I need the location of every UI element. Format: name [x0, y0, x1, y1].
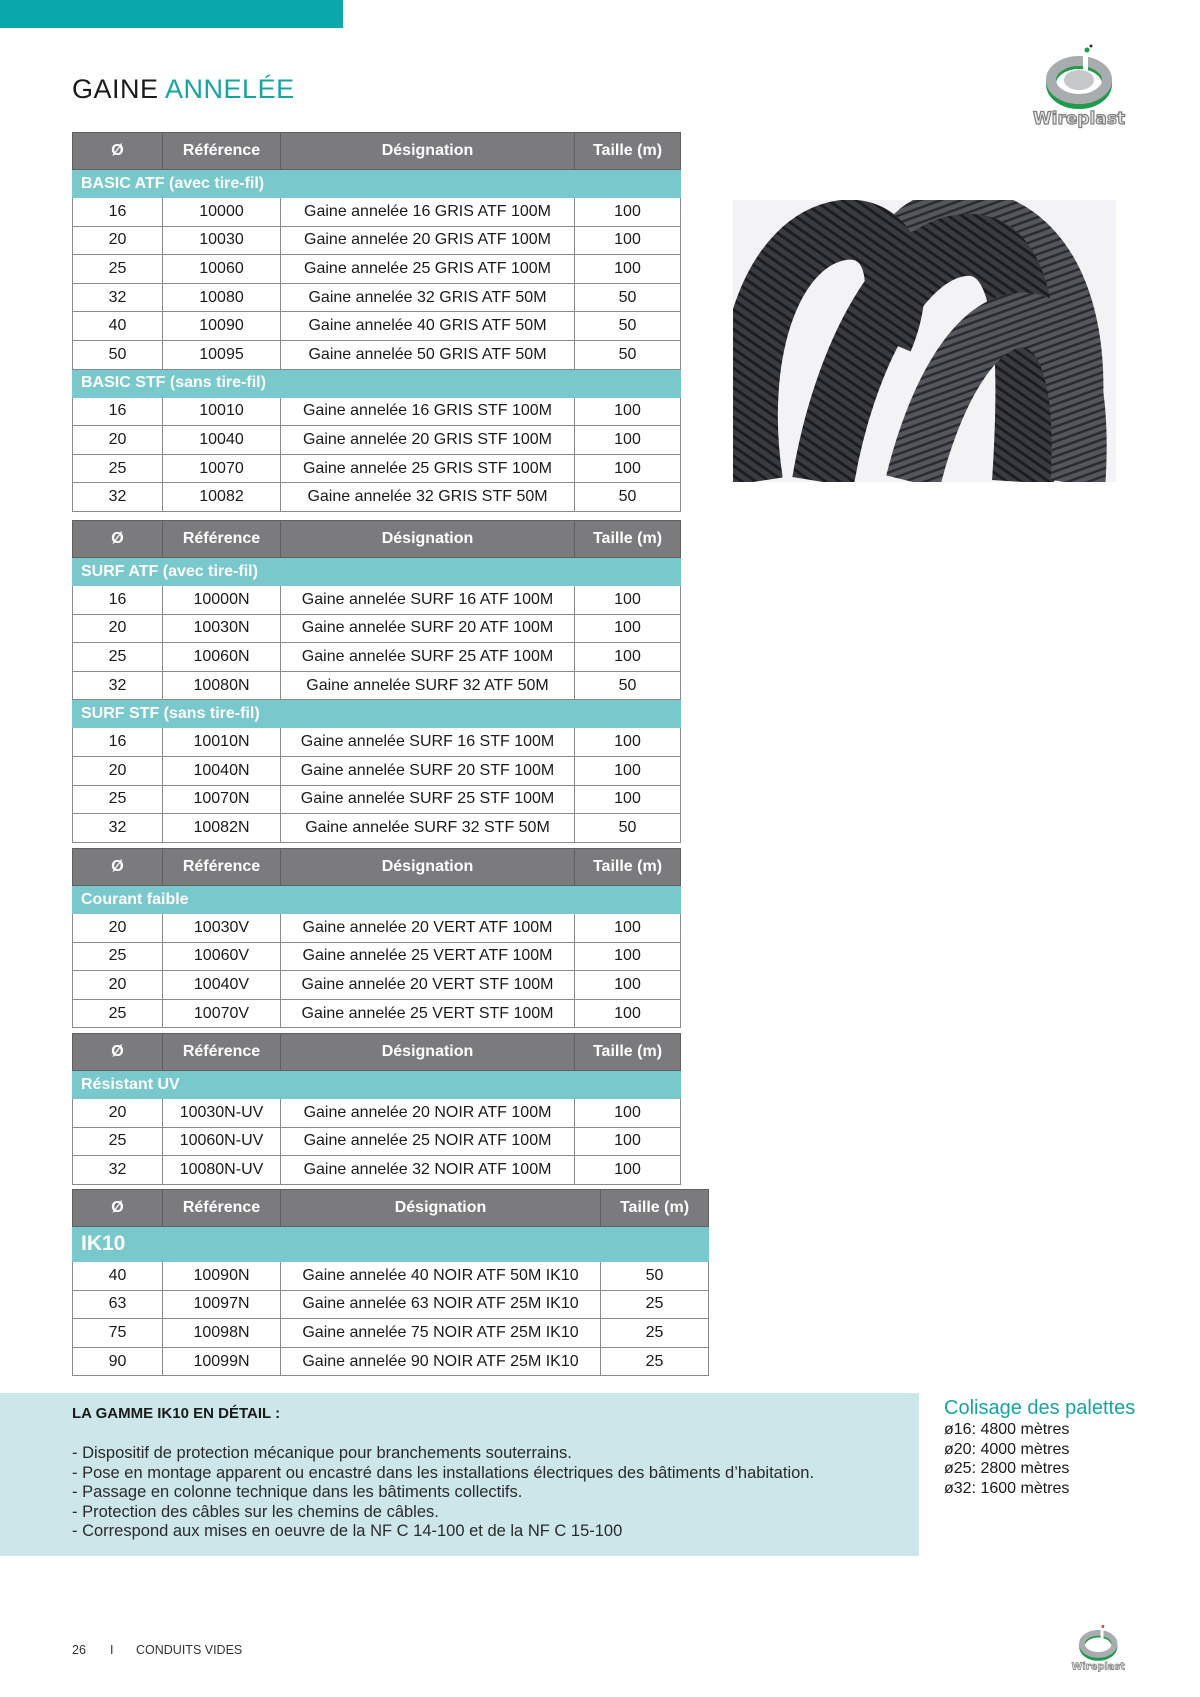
list-item: - Protection des câbles sur les chemins de câbles. [72, 1502, 439, 1521]
cell-diameter: 32 [73, 1156, 163, 1185]
cell-diameter: 20 [73, 614, 163, 643]
cell-reference: 10060V [163, 942, 281, 971]
cell-size: 50 [575, 312, 681, 341]
table-row [73, 426, 681, 455]
cell-size: 25 [601, 1290, 709, 1319]
table-row [73, 756, 681, 785]
cell-designation: Gaine annelée 20 NOIR ATF 100M [281, 1099, 575, 1128]
group-title: Résistant UV [73, 1071, 681, 1099]
cell-diameter: 25 [73, 255, 163, 284]
cell-diameter: 20 [73, 1099, 163, 1128]
cell-reference: 10040N [163, 756, 281, 785]
cell-reference: 10080N [163, 671, 281, 700]
header-designation: Désignation [281, 133, 575, 170]
cell-designation: Gaine annelée SURF 20 ATF 100M [281, 614, 575, 643]
cell-designation: Gaine annelée SURF 25 STF 100M [281, 785, 575, 814]
table-row [73, 1156, 681, 1185]
cell-reference: 10080 [163, 283, 281, 312]
list-item: ø20: 4000 mètres [944, 1440, 1070, 1458]
pallet-list [944, 1420, 1135, 1498]
group-title: BASIC ATF (avec tire-fil) [73, 170, 681, 198]
cell-designation: Gaine annelée 40 NOIR ATF 50M IK10 [281, 1262, 601, 1291]
cell-diameter: 20 [73, 971, 163, 1000]
cell-diameter: 25 [73, 942, 163, 971]
cell-reference: 10010N [163, 728, 281, 757]
header-diameter: Ø [73, 133, 163, 170]
cell-size: 100 [575, 971, 681, 1000]
cell-diameter: 50 [73, 340, 163, 369]
cell-diameter: 16 [73, 728, 163, 757]
cell-designation: Gaine annelée 90 NOIR ATF 25M IK10 [281, 1347, 601, 1376]
cell-size: 100 [575, 614, 681, 643]
footer-separator: I [110, 1643, 114, 1657]
cell-designation: Gaine annelée 25 VERT ATF 100M [281, 942, 575, 971]
cell-designation: Gaine annelée 32 GRIS ATF 50M [281, 283, 575, 312]
list-item: - Dispositif de protection mécanique pour branchements souterrains. [72, 1444, 572, 1462]
conduit-coils-image-icon [733, 200, 1116, 482]
cell-reference: 10099N [163, 1347, 281, 1376]
cell-size: 100 [575, 942, 681, 971]
cell-designation: Gaine annelée 25 GRIS ATF 100M [281, 255, 575, 284]
cell-size: 100 [575, 785, 681, 814]
header-size: Taille (m) [575, 849, 681, 886]
cell-designation: Gaine annelée 32 GRIS STF 50M [281, 483, 575, 512]
cell-size: 50 [575, 814, 681, 843]
table-row [73, 1099, 681, 1128]
cell-designation: Gaine annelée 20 VERT STF 100M [281, 971, 575, 1000]
page-footer [72, 1643, 242, 1657]
cell-diameter: 25 [73, 454, 163, 483]
cell-designation: Gaine annelée SURF 25 ATF 100M [281, 643, 575, 672]
table-row [73, 283, 681, 312]
cell-reference: 10070 [163, 454, 281, 483]
group-row [73, 170, 681, 198]
ik10-detail-list [72, 1444, 814, 1542]
cell-designation: Gaine annelée 16 GRIS ATF 100M [281, 198, 575, 227]
cell-size: 50 [575, 340, 681, 369]
table-row [73, 255, 681, 284]
cell-diameter: 16 [73, 586, 163, 615]
cell-designation: Gaine annelée SURF 32 STF 50M [281, 814, 575, 843]
cell-designation: Gaine annelée 25 NOIR ATF 100M [281, 1127, 575, 1156]
header-diameter: Ø [73, 1034, 163, 1071]
cell-designation: Gaine annelée 32 NOIR ATF 100M [281, 1156, 575, 1185]
cell-reference: 10082N [163, 814, 281, 843]
product-table-courant-faible [72, 848, 681, 1028]
group-row [73, 1071, 681, 1099]
top-accent-band [0, 0, 343, 28]
table-row [73, 1347, 709, 1376]
cell-size: 100 [575, 999, 681, 1028]
cell-diameter: 32 [73, 814, 163, 843]
cell-designation: Gaine annelée 25 VERT STF 100M [281, 999, 575, 1028]
cell-reference: 10060N [163, 643, 281, 672]
cell-reference: 10060N-UV [163, 1127, 281, 1156]
cell-size: 25 [601, 1347, 709, 1376]
wireplast-logo-footer [1068, 1620, 1132, 1676]
header-reference: Référence [163, 133, 281, 170]
cell-diameter: 32 [73, 671, 163, 700]
cell-reference: 10060 [163, 255, 281, 284]
header-diameter: Ø [73, 521, 163, 558]
table-row [73, 643, 681, 672]
group-title: IK10 [73, 1227, 709, 1262]
header-diameter: Ø [73, 849, 163, 886]
header-size: Taille (m) [575, 521, 681, 558]
cell-diameter: 25 [73, 643, 163, 672]
group-row [73, 1227, 709, 1262]
page-number: 26 [72, 1643, 86, 1657]
cell-diameter: 32 [73, 483, 163, 512]
table-row [73, 586, 681, 615]
cell-reference: 10070N [163, 785, 281, 814]
cell-size: 50 [575, 671, 681, 700]
cell-designation: Gaine annelée 75 NOIR ATF 25M IK10 [281, 1319, 601, 1348]
cell-diameter: 16 [73, 198, 163, 227]
table-header-row [73, 133, 681, 170]
cell-diameter: 25 [73, 785, 163, 814]
page-title-part2: ANNELÉE [165, 74, 295, 104]
cell-designation: Gaine annelée 63 NOIR ATF 25M IK10 [281, 1290, 601, 1319]
cell-size: 100 [575, 586, 681, 615]
table-row [73, 483, 681, 512]
header-reference: Référence [163, 521, 281, 558]
header-designation: Désignation [281, 521, 575, 558]
group-row [73, 886, 681, 914]
table-row [73, 728, 681, 757]
cell-designation: Gaine annelée SURF 20 STF 100M [281, 756, 575, 785]
cell-designation: Gaine annelée 20 GRIS STF 100M [281, 426, 575, 455]
cell-size: 100 [575, 454, 681, 483]
cell-diameter: 40 [73, 312, 163, 341]
product-table-resistant-uv [72, 1033, 681, 1185]
page-title-part1: GAINE [72, 74, 159, 104]
cell-designation: Gaine annelée 40 GRIS ATF 50M [281, 312, 575, 341]
cell-designation: Gaine annelée 50 GRIS ATF 50M [281, 340, 575, 369]
group-title: SURF STF (sans tire-fil) [73, 700, 681, 728]
table-row [73, 814, 681, 843]
cell-diameter: 90 [73, 1347, 163, 1376]
cell-size: 50 [601, 1262, 709, 1291]
cell-diameter: 20 [73, 426, 163, 455]
cell-reference: 10000N [163, 586, 281, 615]
cell-diameter: 40 [73, 1262, 163, 1291]
cell-size: 100 [575, 426, 681, 455]
list-item: ø16: 4800 mètres [944, 1421, 1070, 1438]
page-title [72, 74, 295, 105]
table-row [73, 999, 681, 1028]
cell-designation: Gaine annelée 20 VERT ATF 100M [281, 914, 575, 943]
cell-reference: 10095 [163, 340, 281, 369]
cell-designation: Gaine annelée SURF 16 STF 100M [281, 728, 575, 757]
cell-diameter: 32 [73, 283, 163, 312]
cell-size: 100 [575, 756, 681, 785]
header-diameter: Ø [73, 1190, 163, 1227]
cell-size: 100 [575, 226, 681, 255]
cell-diameter: 25 [73, 1127, 163, 1156]
table-row [73, 312, 681, 341]
cell-designation: Gaine annelée 20 GRIS ATF 100M [281, 226, 575, 255]
cell-diameter: 63 [73, 1290, 163, 1319]
cell-size: 25 [601, 1319, 709, 1348]
table-row [73, 1290, 709, 1319]
cell-reference: 10030N-UV [163, 1099, 281, 1128]
cell-reference: 10080N-UV [163, 1156, 281, 1185]
pallet-title: Colisage des palettes [944, 1397, 1136, 1419]
cell-size: 50 [575, 283, 681, 312]
corrugated-conduit-photo [733, 200, 1116, 482]
table-row [73, 914, 681, 943]
cell-reference: 10010 [163, 397, 281, 426]
cell-reference: 10030N [163, 614, 281, 643]
wireplast-ring-logo-icon [1027, 42, 1137, 132]
list-item: ø25: 2800 mètres [944, 1460, 1070, 1477]
pallet-info [944, 1396, 1135, 1498]
list-item: - Passage en colonne technique dans les bâtiments collectifs. [72, 1483, 523, 1501]
product-table-surf [72, 520, 681, 843]
product-table-ik10 [72, 1189, 709, 1376]
cell-size: 100 [575, 728, 681, 757]
cell-size: 100 [575, 397, 681, 426]
cell-reference: 10097N [163, 1290, 281, 1319]
table-row [73, 1127, 681, 1156]
table-row [73, 1319, 709, 1348]
group-title: BASIC STF (sans tire-fil) [73, 369, 681, 397]
group-title: SURF ATF (avec tire-fil) [73, 558, 681, 586]
list-item: ø32: 1600 mètres [944, 1479, 1070, 1497]
cell-diameter: 25 [73, 999, 163, 1028]
table-header-row [73, 1034, 681, 1071]
cell-designation: Gaine annelée SURF 32 ATF 50M [281, 671, 575, 700]
list-item: - Pose en montage apparent ou encastré dans les installations électriques des bâtiments d’habitation. [72, 1463, 815, 1482]
group-row [73, 700, 681, 728]
wireplast-logo [1027, 42, 1137, 132]
cell-designation: Gaine annelée 25 GRIS STF 100M [281, 454, 575, 483]
group-row [73, 369, 681, 397]
cell-diameter: 75 [73, 1319, 163, 1348]
cell-size: 100 [575, 643, 681, 672]
header-size: Taille (m) [601, 1190, 709, 1227]
table-row [73, 454, 681, 483]
svg-text:Wireplast: Wireplast [1071, 1661, 1126, 1673]
header-reference: Référence [163, 1034, 281, 1071]
cell-diameter: 20 [73, 914, 163, 943]
header-designation: Désignation [281, 1034, 575, 1071]
table-header-row [73, 849, 681, 886]
cell-designation: Gaine annelée SURF 16 ATF 100M [281, 586, 575, 615]
cell-size: 100 [575, 1099, 681, 1128]
table-row [73, 971, 681, 1000]
section-name: CONDUITS VIDES [136, 1643, 243, 1657]
cell-reference: 10030 [163, 226, 281, 255]
table-row [73, 614, 681, 643]
table-row [73, 226, 681, 255]
header-designation: Désignation [281, 849, 575, 886]
cell-reference: 10070V [163, 999, 281, 1028]
cell-reference: 10000 [163, 198, 281, 227]
cell-reference: 10040 [163, 426, 281, 455]
group-title: Courant faible [73, 886, 681, 914]
header-reference: Référence [163, 849, 281, 886]
table-header-row [73, 521, 681, 558]
cell-reference: 10030V [163, 914, 281, 943]
cell-size: 100 [575, 255, 681, 284]
header-reference: Référence [163, 1190, 281, 1227]
list-item: - Correspond aux mises en oeuvre de la NF C 14-100 et de la NF C 15-100 [72, 1522, 623, 1540]
cell-size: 100 [575, 198, 681, 227]
header-size: Taille (m) [575, 1034, 681, 1071]
table-row [73, 340, 681, 369]
cell-reference: 10098N [163, 1319, 281, 1348]
cell-diameter: 20 [73, 226, 163, 255]
cell-size: 100 [575, 914, 681, 943]
ik10-detail-title: LA GAMME IK10 EN DÉTAIL : [72, 1405, 281, 1422]
cell-reference: 10090 [163, 312, 281, 341]
cell-reference: 10040V [163, 971, 281, 1000]
cell-size: 100 [575, 1127, 681, 1156]
cell-diameter: 20 [73, 756, 163, 785]
table-row [73, 785, 681, 814]
cell-size: 100 [575, 1156, 681, 1185]
svg-text:Wireplast: Wireplast [1032, 109, 1126, 129]
table-row [73, 198, 681, 227]
cell-reference: 10082 [163, 483, 281, 512]
table-row [73, 671, 681, 700]
table-row [73, 1262, 709, 1291]
cell-reference: 10090N [163, 1262, 281, 1291]
cell-diameter: 16 [73, 397, 163, 426]
table-row [73, 942, 681, 971]
wireplast-ring-logo-icon [1068, 1620, 1132, 1676]
product-table-basic [72, 132, 681, 512]
header-size: Taille (m) [575, 133, 681, 170]
table-row [73, 397, 681, 426]
cell-designation: Gaine annelée 16 GRIS STF 100M [281, 397, 575, 426]
header-designation: Désignation [281, 1190, 601, 1227]
table-header-row [73, 1190, 709, 1227]
cell-size: 50 [575, 483, 681, 512]
group-row [73, 558, 681, 586]
